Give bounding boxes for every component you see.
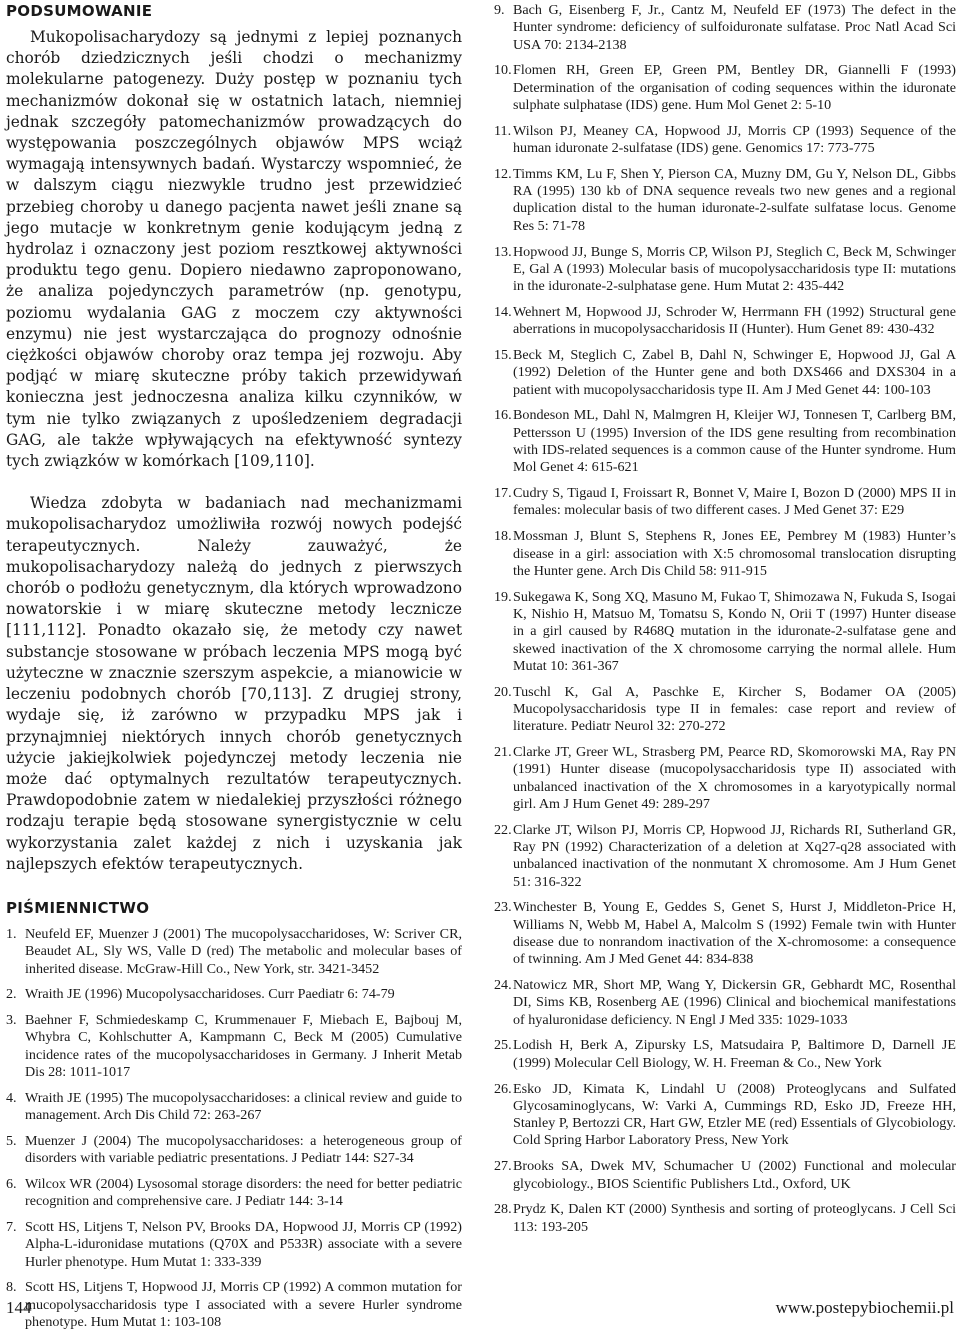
reference-item (494, 822, 956, 891)
reference-text: Sukegawa K, Song XQ, Masuno M, Fukao T, Shimozawa N, Fukuda S, Isogai K, Nishio H, Matsuo M, Tomatsu S, Kondo N, Orii T (1997) Hunter disease in a girl caused by R468Q mutation in the iduronate-2-sulfatase gene and skewed inactivation of the X chromosome carrying the normal allele. Hum Mutat 10: 361-367 (513, 588, 956, 674)
reference-number: 14. (494, 303, 512, 320)
reference-number: 8. (6, 1279, 17, 1296)
reference-item (494, 528, 956, 580)
reference-text: Wilcox WR (2004) Lysosomal storage disorders: the need for better pediatric recognition and comprehensive care. J Pediatr 144: 3-14 (25, 1175, 462, 1210)
reference-item (494, 684, 956, 736)
reference-text: Timms KM, Lu F, Shen Y, Pierson CA, Muzny DM, Gu Y, Nelson DL, Gibbs RA (1995) 130 kb of DNA sequence reveals two new genes and a regional duplication distal to the human iduronate-2-sulfate sulfatase locus. Genome Res 5: 71-78 (513, 165, 956, 234)
reference-number: 3. (6, 1012, 17, 1029)
reference-item (494, 1201, 956, 1236)
reference-number: 15. (494, 347, 512, 364)
reference-text: Lodish H, Berk A, Zipursky LS, Matsudaira P, Baltimore D, Darnell JE (1999) Molecular Cell Biology, W. H. Freeman & Co., New York (513, 1037, 956, 1071)
reference-item (6, 1012, 462, 1081)
reference-number: 19. (494, 588, 512, 605)
reference-item (494, 1037, 956, 1072)
reference-text: Scott HS, Litjens T, Hopwood JJ, Morris CP (1992) A common mutation for mucopolysaccharidosis type I associated with a severe Hurler syndrome phenotype. Hum Mutat 1: 103-108 (25, 1279, 462, 1331)
reference-item (494, 62, 956, 114)
reference-text: Beck M, Steglich C, Zabel B, Dahl N, Schwinger E, Hopwood JJ, Gal A (1992) Deletion of the Hunter gene and both DXS466 and DXS304 in a patient with mucopolysaccharidosis type II. Am J Med Genet 44: 100-103 (513, 347, 956, 398)
reference-number: 6. (6, 1175, 17, 1192)
reference-item (494, 744, 956, 813)
reference-item (494, 1158, 956, 1193)
reference-text: Flomen RH, Green EP, Green PM, Bentley DR, Giannelli F (1993) Determination of the organisation of coding sequences within the iduronate sulphate sulphatase (IDS) gene. Hum Mol Genet 2: 5-10 (513, 62, 956, 113)
reference-number: 26. (494, 1080, 512, 1097)
reference-number: 1. (6, 925, 17, 942)
reference-item (494, 1081, 956, 1150)
reference-item (494, 347, 956, 399)
reference-number: 9. (494, 2, 505, 18)
reference-item (6, 1219, 462, 1271)
reference-number: 5. (6, 1132, 17, 1149)
reference-number: 11. (494, 122, 512, 139)
reference-text: Prydz K, Dalen KT (2000) Synthesis and sorting of proteoglycans. J Cell Sci 113: 193-205 (513, 1201, 956, 1235)
reference-item (494, 977, 956, 1029)
page-number: 144 (6, 1298, 32, 1317)
reference-number: 28. (494, 1201, 512, 1218)
references-list-right (494, 2, 956, 1236)
reference-number: 10. (494, 62, 512, 79)
right-column (494, 2, 956, 1244)
left-column (6, 2, 462, 1340)
reference-number: 13. (494, 243, 512, 260)
reference-item (494, 123, 956, 158)
reference-item (6, 1176, 462, 1211)
reference-item (494, 166, 956, 235)
reference-item (6, 926, 462, 978)
reference-item (494, 589, 956, 675)
reference-text: Hopwood JJ, Bunge S, Morris CP, Wilson PJ, Steglich C, Beck M, Schwinger E, Gal A (1993) Molecular basis of mucopolysaccharidosis type II: mutations in the iduronate-2-sulphatase gene. Hum Mutat 2: 435-442 (513, 243, 956, 295)
references-heading: PIŚMIENNICTWO (6, 898, 150, 917)
reference-text: Muenzer J (2004) The mucopolysaccharidoses: a heterogeneous group of disorders with variable pediatric presentations. J Pediatr 144: S27-34 (25, 1132, 462, 1167)
reference-text: Wraith JE (1996) Mucopolysaccharidoses. Curr Paediatr 6: 74-79 (25, 986, 395, 1003)
reference-item (494, 2, 956, 54)
reference-text: Mossman J, Blunt S, Stephens R, Jones EE, Pembrey M (1983) Hunter’s disease in a girl: association with X:5 chromosomal translocation disrupting the Hunter gene. Arch Dis Child 58: 911-915 (513, 528, 956, 579)
reference-number: 18. (494, 528, 512, 545)
reference-text: Bach G, Eisenberg F, Jr., Cantz M, Neufeld EF (1973) The defect in the Hunter syndrome: deficiency of sulfoiduronate sulfatase. Proc Natl Acad Sci USA 70: 2134-2138 (513, 2, 956, 53)
reference-item (494, 304, 956, 339)
reference-text: Baehner F, Schmiedeskamp C, Krummenauer F, Miebach E, Bajbouj M, Whybra C, Kohlschutter A, Kampmann C, Beck M (2005) Cumulative incidence rates of the mucopolysaccharidoses in Germany. J Inherit Metab Dis 28: 1011-1017 (25, 1012, 462, 1080)
reference-text: Cudry S, Tigaud I, Froissart R, Bonnet V, Maire I, Bozon D (2000) MPS II in females: molecular basis of two different cases. J Med Genet 37: E29 (513, 485, 956, 519)
summary-heading: PODSUMOWANIE (6, 2, 153, 20)
reference-text: Natowicz MR, Short MP, Wang Y, Dickersin GR, Gebhardt MC, Rosenthal DI, Sims KB, Rosenberg AE (1996) Clinical and biochemical manifestations of hyaluronidase deficiency. N Engl J Med 335: 1029-1033 (513, 977, 956, 1028)
reference-text: Clarke JT, Greer WL, Strasberg PM, Pearce RD, Skomorowski MA, Ray PN (1991) Hunter disease (mucopolysaccharidosis type II) associated with unbalanced inactivation of the X chromosomes in a karyotypically normal girl. Am J Hum Genet 49: 289-297 (513, 743, 956, 812)
reference-number: 4. (6, 1089, 17, 1106)
reference-text: Wraith JE (1995) The mucopolysaccharidoses: a clinical review and guide to management. Arch Dis Child 72: 263-267 (25, 1089, 462, 1124)
reference-text: Tuschl K, Gal A, Paschke E, Kircher S, Bodamer OA (2005) Mucopolysaccharidosis type II in females: case report and review of literature. Pediatr Neurol 32: 270-272 (513, 683, 956, 735)
summary-paragraph-2: Wiedza zdobyta w badaniach nad mechanizmami mukopolisacharydoz umożliwiła rozwój nowych podejść terapeutycznych. Należy zauważyć, że mukopolisacharydozy należą do jednych z pierwszych chorób o podłożu genetycznym, dla których wprowadzono nowatorskie i w miarę skuteczne metody lecznicze [111,112]. Ponadto okazało się, że metody czy nawet substancje stosowane w próbach leczenia MPS mogą być użyteczne w znacznie szerszym aspekcie, a mianowicie w leczeniu podobnych chorób [70,113]. Z drugiej strony, wydaje się, iż zarówno w przypadku MPS jak i przynajmniej niektórych innych chorób genetycznych użycie jakiejkolwiek pojedynczej metody leczenia nie może dać optymalnych rezultatów terapeutycznych. Prawdopodobnie zatem w niedalekiej przyszłości różnego rodzaju terapie będą stosowane synergistycznie w celu wykorzystania zalet każdej z nich i uzyskania jak najlepszych efektów terapeutycznych. (6, 494, 462, 873)
reference-number: 7. (6, 1219, 17, 1236)
reference-item (494, 244, 956, 296)
reference-item (6, 1133, 462, 1168)
reference-number: 23. (494, 899, 512, 916)
reference-text: Wilson PJ, Meaney CA, Hopwood JJ, Morris CP (1993) Sequence of the human iduronate 2-sulfatase (IDS) gene. Genomics 17: 773-775 (513, 122, 956, 157)
reference-number: 27. (494, 1158, 512, 1175)
summary-paragraph-1: Mukopolisacharydozy są jednymi z lepiej poznanych chorób dziedzicznych jeśli chodzi o mechanizmy molekularne patogenezy. Duży postęp w poznaniu tych mechanizmów dokonał się w ostatnich latach, niemniej jednak szczegóły patomechanizmów prowadzących do występowania poszczególnych objawów MPS wciąż wymagają intensywnych badań. Wystarczy wspomnieć, że w dalszym ciągu niezwykle trudno jest przewidzieć przebieg choroby u danego pacjenta nawet jeśli znane są jego mutacje w konkretnym genie kodującym jedną z hydrolaz i oznaczony jest poziom resztkowej aktywności produktu tego genu. Dopiero niedawno zaproponowano, że analiza pojedynczych parametrów (np. genotypu, poziomu wydalania GAG z moczem czy aktywności enzymu) nie jest wystarczająca do prognozy odnośnie ciężkości objawów choroby oraz tempa jej rozwoju. Aby podjąć w miarę skuteczne próby takich przewidywań konieczna jest jednoczesna analiza kilku czynników, w tym nie tylko związanych z upośledzeniem degradacji GAG, ale także wpływających na efektywność syntezy tych związków w komórkach [109,110]. (6, 28, 462, 471)
reference-number: 25. (494, 1037, 512, 1054)
references-list-left (6, 926, 462, 1331)
reference-item (494, 485, 956, 520)
reference-text: Winchester B, Young E, Geddes S, Genet S, Hurst J, Middleton-Price H, Williams N, Webb M, Habel A, Malcolm S (1992) Female twin with Hunter disease due to nonrandom inactivation of the X-chromosome: a consequence of twinning. Am J Med Genet 44: 834-838 (513, 899, 956, 968)
reference-text: Brooks SA, Dwek MV, Schumacher U (2002) Functional and molecular glycobiology., BIOS Scientific Publishers Ltd., Oxford, UK (513, 1158, 956, 1192)
reference-number: 24. (494, 977, 512, 994)
reference-text: Scott HS, Litjens T, Nelson PV, Brooks DA, Hopwood JJ, Morris CP (1992) Alpha-L-iduronidase mutations (Q70X and P533R) associate with a severe Hurler phenotype. Hum Mutat 1: 333-339 (25, 1219, 462, 1270)
reference-text: Esko JD, Kimata K, Lindahl U (2008) Proteoglycans and Sulfated Glycosaminoglycans, W: Varki A, Cummings RD, Esko JD, Freeze HH, Stanley P, Bertozzi CR, Hart GW, Etzler ME (red) Essentials of Glycobiology. Cold Spring Harbor Laboratory Press, New York (513, 1080, 956, 1149)
reference-text: Wehnert M, Hopwood JJ, Schroder W, Herrmann FH (1992) Structural gene aberrations in mucopolysaccharidosis II (Hunter). Hum Genet 89: 430-432 (513, 303, 956, 338)
reference-item (494, 899, 956, 968)
reference-number: 17. (494, 485, 512, 502)
reference-item (6, 1090, 462, 1125)
reference-text: Bondeson ML, Dahl N, Malmgren H, Kleijer WJ, Tonnesen T, Carlberg BM, Pettersson U (1995) Inversion of the IDS gene resulting from recombination with IDS-related sequences is a common cause of the Hunter syndrome. Hum Mol Genet 4: 615-621 (513, 407, 956, 476)
reference-text: Clarke JT, Wilson PJ, Morris CP, Hopwood JJ, Richards RI, Sutherland GR, Ray PN (1992) Characterization of a deletion at Xq27-q28 associated with unbalanced inactivation of the nonmutant X chromosome. Am J Hum Genet 51: 316-322 (513, 821, 956, 890)
reference-number: 2. (6, 986, 17, 1003)
reference-item (494, 407, 956, 476)
journal-website[interactable]: www.postepybiochemii.pl (775, 1298, 954, 1317)
reference-number: 22. (494, 821, 512, 838)
reference-number: 20. (494, 683, 512, 700)
reference-number: 12. (494, 165, 512, 182)
reference-text: Neufeld EF, Muenzer J (2001) The mucopolysaccharidoses, W: Scriver CR, Beaudet AL, Sly WS, Valle D (red) The metabolic and molecular bases of inherited disease. McGraw-Hill Co., New York, str. 3421-3452 (25, 925, 462, 977)
reference-number: 16. (494, 407, 512, 424)
reference-item (6, 986, 462, 1003)
reference-number: 21. (494, 743, 512, 760)
